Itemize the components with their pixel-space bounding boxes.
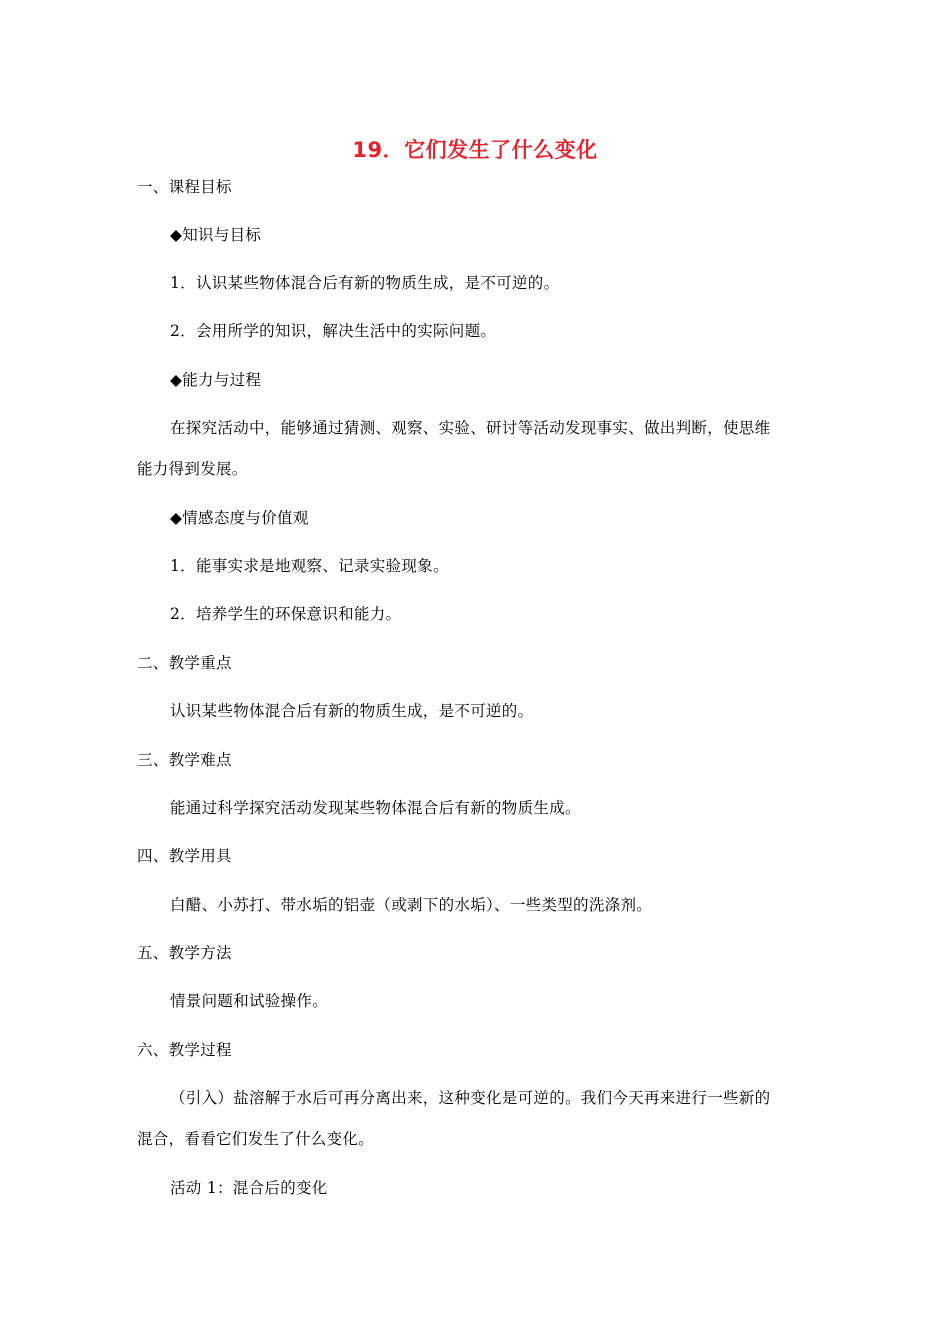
paragraph-line: 白醋、小苏打、带水垢的铝壶（或剥下的水垢）、一些类型的洗涤剂。	[170, 896, 653, 914]
list-item: 2．培养学生的环保意识和能力。	[170, 605, 402, 623]
section-heading-process: 六、教学过程	[137, 1041, 232, 1059]
paragraph-line: 能通过科学探究活动发现某些物体混合后有新的物质生成。	[170, 799, 581, 817]
list-item: 1．认识某些物体混合后有新的物质生成，是不可逆的。	[170, 274, 560, 292]
section-heading-methods: 五、教学方法	[137, 944, 232, 962]
paragraph-line: 情景问题和试验操作。	[170, 992, 329, 1010]
document-title: 19．它们发生了什么变化	[352, 138, 598, 162]
subsection-heading-attitude: ◆情感态度与价值观	[170, 509, 309, 527]
paragraph-line: 在探究活动中，能够通过猜测、观察、实验、研讨等活动发现事实、做出判断，使思维	[170, 419, 771, 437]
subsection-heading-ability: ◆能力与过程	[170, 371, 262, 389]
section-heading-materials: 四、教学用具	[137, 847, 232, 865]
section-heading-difficulties: 三、教学难点	[137, 751, 232, 769]
section-heading-key-points: 二、教学重点	[137, 654, 232, 672]
section-heading-objectives: 一、课程目标	[137, 178, 232, 196]
list-item: 2．会用所学的知识，解决生活中的实际问题。	[170, 322, 497, 340]
list-item: 1．能事实求是地观察、记录实验现象。	[170, 557, 449, 575]
activity-heading: 活动 1：混合后的变化	[170, 1179, 328, 1197]
paragraph-line: （引入）盐溶解于水后可再分离出来，这种变化是可逆的。我们今天再来进行一些新的	[170, 1089, 771, 1107]
paragraph-line: 认识某些物体混合后有新的物质生成，是不可逆的。	[170, 702, 534, 720]
paragraph-line: 能力得到发展。	[137, 460, 248, 478]
subsection-heading-knowledge: ◆知识与目标	[170, 226, 262, 244]
paragraph-line: 混合，看看它们发生了什么变化。	[137, 1130, 375, 1148]
